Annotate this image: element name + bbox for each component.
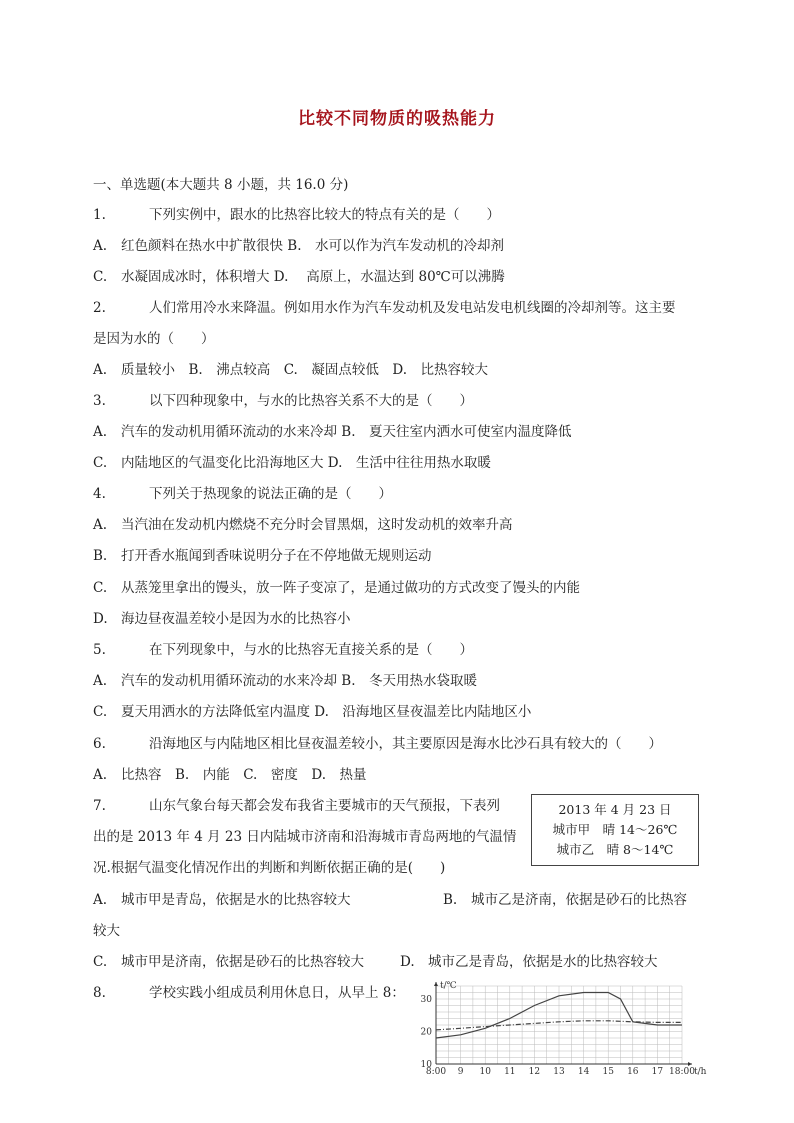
question-number: 7. (93, 798, 106, 814)
question-text: 下列关于热现象的说法正确的是（ ） (149, 486, 392, 502)
question-number: 5. (93, 642, 106, 658)
question-text: 人们常用冷水来降温。例如用水作为汽车发动机及发电站发电机线圈的冷却剂等。这主要 (149, 300, 676, 316)
option-text: 城市甲是济南，依据是砂石的比热容较大 (121, 954, 364, 970)
x-tick-label: 16 (627, 1067, 639, 1077)
q3-options-cd (93, 454, 491, 472)
weather-table (531, 794, 699, 866)
option-label: C. (93, 455, 108, 471)
y-axis-label: t/℃ (440, 981, 457, 991)
option-label: C. (93, 954, 108, 970)
option-text: 夏天用洒水的方法降低室内温度 D. 沿海地区昼夜温差比内陆地区小 (121, 704, 532, 720)
option-text: 城市乙是青岛，依据是水的比热容较大 (428, 954, 658, 970)
x-tick-label: 18:00 (669, 1067, 695, 1077)
q3-options-ab (93, 423, 572, 441)
option-label: A. (93, 673, 108, 689)
question-3 (93, 392, 473, 410)
option-label: A. (93, 424, 108, 440)
option-text: 红色颜料在热水中扩散很快 B. 水可以作为汽车发动机的冷却剂 (121, 238, 505, 254)
option-label: A. (93, 767, 108, 783)
x-tick-label: 13 (553, 1067, 565, 1077)
q5-options-cd (93, 703, 531, 721)
x-tick-label: 15 (602, 1067, 614, 1077)
weather-city-b: 城市乙 晴 8～14℃ (556, 842, 674, 857)
temperature-chart (412, 978, 707, 1077)
x-axis-arrow (688, 1062, 692, 1066)
option-label: A. (93, 362, 108, 378)
option-text: 海边昼夜温差较小是因为水的比热容小 (121, 611, 351, 627)
q7-option-d (400, 953, 658, 971)
q7-option-b-cont: 较大 (93, 923, 120, 939)
x-tick-label: 8:00 (425, 1067, 447, 1077)
q2-options (93, 361, 488, 379)
option-text: 比热容 B. 内能 C. 密度 D. 热量 (121, 767, 367, 783)
weather-date: 2013 年 4 月 23 日 (558, 802, 672, 817)
option-label: D. (93, 611, 108, 627)
question-number: 6. (93, 736, 106, 752)
q1-options-cd (93, 268, 505, 286)
option-label: B. (443, 892, 458, 908)
question-7-cont: 出的是 2013 年 4 月 23 日内陆城市济南和沿海城市青岛两地的气温情 (93, 829, 517, 845)
option-label: C. (93, 269, 108, 285)
option-text: 从蒸笼里拿出的馒头，放一阵子变凉了，是通过做功的方式改变了馒头的内能 (121, 580, 580, 596)
question-8 (93, 984, 405, 1002)
x-axis-label: t/h (694, 1067, 707, 1077)
question-number: 1. (93, 207, 106, 223)
q7-option-c (93, 953, 364, 971)
option-label: D. (400, 954, 415, 970)
option-label: B. (93, 548, 108, 564)
question-text: 沿海地区与内陆地区相比昼夜温差较小，其主要原因是海水比沙石具有较大的（ ） (149, 736, 662, 752)
question-text: 在下列现象中，与水的比热容无直接关系的是（ ） (149, 642, 473, 658)
q4-option-b (93, 547, 432, 565)
option-text: 汽车的发动机用循环流动的水来冷却 B. 夏天往室内洒水可使室内温度降低 (121, 424, 572, 440)
question-number: 8. (93, 985, 106, 1001)
question-number: 3. (93, 393, 106, 409)
q5-options-ab (93, 672, 477, 690)
y-axis-arrow (434, 982, 438, 986)
x-tick-label: 9 (457, 1067, 464, 1077)
option-text: 内陆地区的气温变化比沿海地区大 D. 生活中往往用热水取暖 (121, 455, 491, 471)
question-text: 以下四种现象中，与水的比热容关系不大的是（ ） (149, 393, 473, 409)
question-1 (93, 206, 500, 224)
question-text: 山东气象台每天都会发布我省主要城市的天气预报，下表列 (149, 798, 500, 814)
option-text: 质量较小 B. 沸点较高 C. 凝固点较低 D. 比热容较大 (121, 362, 488, 378)
option-label: C. (93, 704, 108, 720)
y-tick-label: 20 (420, 1027, 432, 1038)
question-4 (93, 485, 392, 503)
q4-option-c (93, 579, 580, 597)
q7-option-a (93, 891, 351, 909)
option-label: A. (93, 517, 108, 533)
chart-grid (436, 986, 682, 1064)
question-7 (93, 797, 500, 815)
question-7-cont2: 况.根据气温变化情况作出的判断和判断依据正确的是( ) (93, 860, 446, 876)
option-label: A. (93, 892, 108, 908)
y-tick-label: 10 (420, 1060, 432, 1070)
q4-option-d (93, 610, 351, 628)
option-text: 城市乙是济南，依据是砂石的比热容 (471, 892, 687, 908)
x-tick-label: 14 (577, 1067, 590, 1077)
x-tick-label: 17 (651, 1067, 664, 1077)
question-number: 4. (93, 486, 106, 502)
option-label: A. (93, 238, 108, 254)
weather-city-a: 城市甲 晴 14～26℃ (552, 822, 678, 837)
section-heading: 一、单选题(本大题共 8 小题，共 16.0 分) (93, 177, 349, 193)
question-6 (93, 735, 662, 753)
q1-options-ab (93, 237, 504, 255)
question-text: 下列实例中，跟水的比热容比较大的特点有关的是（ ） (149, 207, 500, 223)
option-label: C. (93, 580, 108, 596)
y-tick-label: 30 (420, 995, 432, 1005)
option-text: 汽车的发动机用循环流动的水来冷却 B. 冬天用热水袋取暖 (121, 673, 478, 689)
option-text: 水凝固成冰时，体积增大 D. 高原上，水温达到 80℃可以沸腾 (121, 269, 505, 285)
question-2 (93, 299, 676, 317)
q7-option-b (443, 891, 687, 909)
x-tick-label: 10 (479, 1067, 491, 1077)
question-text: 学校实践小组成员利用休息日，从早上 8： (149, 985, 405, 1001)
x-tick-label: 11 (504, 1067, 516, 1077)
question-2-cont: 是因为水的（ ） (93, 331, 215, 347)
option-text: 打开香水瓶闻到香味说明分子在不停地做无规则运动 (121, 548, 432, 564)
option-text: 当汽油在发动机内燃烧不充分时会冒黑烟，这时发动机的效率升高 (121, 517, 513, 533)
question-number: 2. (93, 300, 106, 316)
x-tick-label: 12 (528, 1067, 541, 1077)
page-title: 比较不同物质的吸热能力 (298, 109, 496, 129)
q4-option-a (93, 516, 513, 534)
q6-options (93, 766, 367, 784)
option-text: 城市甲是青岛，依据是水的比热容较大 (121, 892, 351, 908)
question-5 (93, 641, 473, 659)
